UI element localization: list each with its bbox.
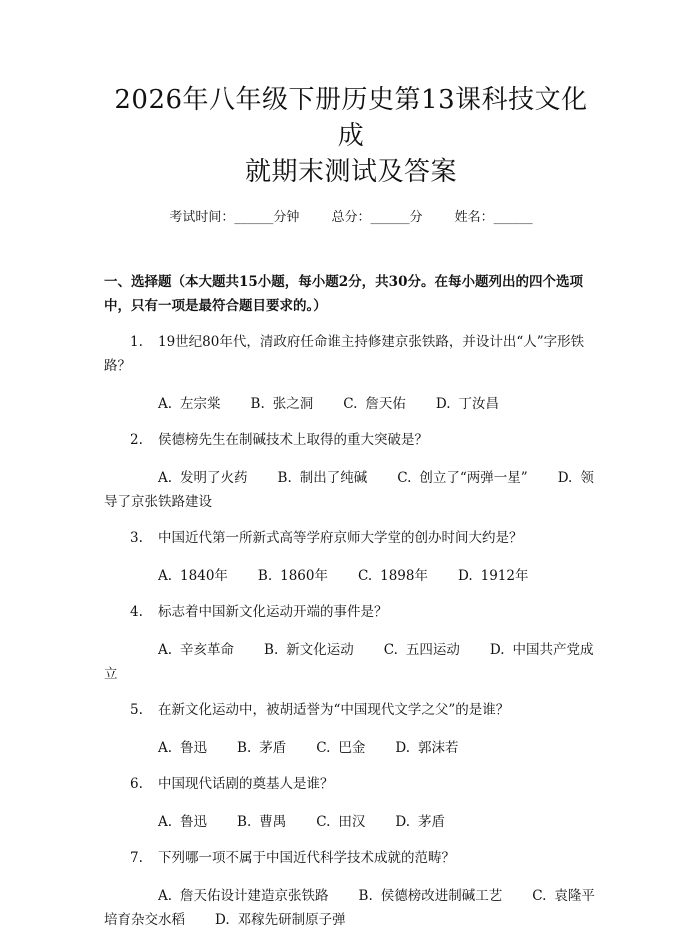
question-text: 侯德榜先生在制碱技术上取得的重大突破是？ bbox=[158, 432, 428, 448]
option-letter: A. bbox=[158, 568, 173, 584]
option-item bbox=[384, 642, 460, 658]
option-text: 詹天佑设计建造京张铁路 bbox=[180, 888, 329, 904]
option-letter: B. bbox=[277, 470, 292, 486]
option-item bbox=[158, 740, 207, 756]
question-number: 1. bbox=[130, 334, 143, 350]
question-item bbox=[104, 772, 598, 834]
option-list bbox=[104, 810, 598, 834]
option-item bbox=[237, 740, 286, 756]
option-item bbox=[158, 470, 248, 486]
exam-title bbox=[104, 0, 598, 190]
option-text: 詹天佑 bbox=[365, 396, 406, 412]
option-item bbox=[316, 814, 365, 830]
student-name: 姓名：______ bbox=[454, 210, 533, 225]
question-text: 中国近代第一所新式高等学府京师大学堂的创办时间大约是？ bbox=[158, 530, 523, 546]
question-text: 19世纪80年代，清政府任命谁主持修建京张铁路，并设计出“人”字形铁路？ bbox=[104, 334, 585, 374]
option-letter: A. bbox=[158, 642, 173, 658]
question-stem bbox=[104, 526, 598, 550]
option-text: 巴金 bbox=[338, 740, 366, 756]
title-line-2: 就期末测试及答案 bbox=[244, 157, 457, 187]
option-text: 鲁迅 bbox=[180, 740, 208, 756]
option-letter: B. bbox=[257, 568, 273, 584]
option-text: 丁汝昌 bbox=[458, 396, 500, 412]
option-letter: A. bbox=[158, 888, 173, 904]
option-item bbox=[158, 568, 228, 584]
option-letter: D. bbox=[215, 912, 230, 928]
option-item bbox=[264, 642, 354, 658]
option-text: 鲁迅 bbox=[180, 814, 208, 830]
option-letter: C. bbox=[383, 642, 398, 658]
exam-score: 总分：______分 bbox=[331, 210, 423, 225]
option-letter: A. bbox=[158, 470, 173, 486]
option-text: 领导了京张铁路建设 bbox=[104, 470, 594, 510]
question-number: 7. bbox=[130, 850, 143, 866]
option-letter: C. bbox=[357, 568, 373, 584]
option-text: 制出了纯碱 bbox=[299, 470, 368, 486]
option-text: 1860年 bbox=[280, 568, 328, 584]
question-number: 3. bbox=[130, 530, 143, 546]
option-item bbox=[158, 642, 234, 658]
question-number: 5. bbox=[130, 702, 143, 718]
option-item bbox=[359, 888, 503, 904]
option-item bbox=[158, 888, 329, 904]
option-item bbox=[436, 396, 499, 412]
option-text: 五四运动 bbox=[405, 642, 460, 658]
option-letter: B. bbox=[264, 642, 279, 658]
option-letter: B. bbox=[237, 814, 252, 830]
option-item bbox=[215, 912, 346, 928]
option-letter: C. bbox=[397, 470, 412, 486]
option-item bbox=[237, 814, 286, 830]
question-list bbox=[104, 330, 598, 932]
option-letter: D. bbox=[395, 740, 411, 756]
option-letter: B. bbox=[358, 888, 373, 904]
option-letter: D. bbox=[489, 642, 505, 658]
option-letter: C. bbox=[343, 396, 358, 412]
option-text: 邓稼先研制原子弹 bbox=[237, 912, 346, 928]
question-stem bbox=[104, 600, 598, 624]
question-stem bbox=[104, 846, 598, 870]
option-text: 新文化运动 bbox=[286, 642, 354, 658]
question-number: 4. bbox=[130, 604, 143, 620]
option-list bbox=[104, 466, 598, 514]
option-letter: D. bbox=[557, 470, 573, 486]
exam-time: 考试时间：______分钟 bbox=[169, 210, 300, 225]
option-letter: C. bbox=[316, 740, 331, 756]
question-item bbox=[104, 526, 598, 588]
option-letter: C. bbox=[532, 888, 547, 904]
option-text: 张之洞 bbox=[272, 396, 314, 412]
option-list bbox=[104, 638, 598, 686]
question-stem bbox=[104, 698, 598, 722]
question-text: 中国现代话剧的奠基人是谁？ bbox=[158, 776, 334, 792]
question-text: 下列哪一项不属于中国近代科学技术成就的范畴？ bbox=[158, 850, 455, 866]
option-list bbox=[104, 736, 598, 760]
option-text: 田汉 bbox=[338, 814, 366, 830]
option-item bbox=[278, 470, 368, 486]
option-text: 郭沫若 bbox=[418, 740, 459, 756]
section-heading: 一、选择题（本大题共15小题，每小题2分，共30分。在每小题列出的四个选项中，只有一项是最符合题目要求的。） bbox=[104, 274, 583, 314]
option-letter: A. bbox=[158, 814, 173, 830]
option-text: 发明了火药 bbox=[180, 470, 248, 486]
option-text: 辛亥革命 bbox=[180, 642, 235, 658]
option-item bbox=[251, 396, 314, 412]
option-item bbox=[343, 396, 406, 412]
option-item bbox=[397, 470, 527, 486]
option-text: 袁隆平培育杂交水稻 bbox=[104, 888, 595, 928]
option-text: 1898年 bbox=[380, 568, 428, 584]
question-item bbox=[104, 428, 598, 514]
option-text: 左宗棠 bbox=[180, 396, 221, 412]
option-item bbox=[316, 740, 365, 756]
option-text: 1912年 bbox=[480, 568, 529, 584]
option-list bbox=[104, 392, 598, 416]
question-item bbox=[104, 698, 598, 760]
option-list bbox=[104, 884, 598, 932]
question-number: 2. bbox=[130, 432, 143, 448]
exam-meta bbox=[104, 208, 598, 228]
option-item bbox=[395, 814, 445, 830]
question-item bbox=[104, 600, 598, 686]
question-stem bbox=[104, 330, 598, 378]
option-item bbox=[158, 814, 207, 830]
option-item bbox=[158, 396, 221, 412]
option-text: 创立了“两弹一星” bbox=[419, 470, 528, 486]
option-list bbox=[104, 564, 598, 588]
question-number: 6. bbox=[130, 776, 143, 792]
option-item bbox=[395, 740, 458, 756]
option-text: 茅盾 bbox=[259, 740, 287, 756]
question-stem bbox=[104, 772, 598, 796]
option-letter: A. bbox=[158, 396, 173, 412]
option-text: 茅盾 bbox=[418, 814, 446, 830]
title-line-1: 2026年八年级下册历史第13课科技文化成 bbox=[114, 85, 588, 151]
option-text: 曹禺 bbox=[259, 814, 287, 830]
option-letter: D. bbox=[435, 396, 451, 412]
option-letter: C. bbox=[316, 814, 331, 830]
option-text: 1840年 bbox=[180, 568, 228, 584]
option-text: 中国共产党成立 bbox=[104, 642, 594, 682]
option-letter: B. bbox=[237, 740, 252, 756]
question-item bbox=[104, 330, 598, 416]
option-letter: A. bbox=[158, 740, 173, 756]
question-text: 在新文化运动中，被胡适誉为“中国现代文学之父”的是谁？ bbox=[158, 702, 510, 718]
option-item bbox=[258, 568, 328, 584]
question-stem bbox=[104, 428, 598, 452]
option-item bbox=[358, 568, 428, 584]
option-letter: D. bbox=[395, 814, 411, 830]
question-text: 标志着中国新文化运动开端的事件是？ bbox=[158, 604, 388, 620]
question-item bbox=[104, 846, 598, 932]
option-letter: B. bbox=[250, 396, 265, 412]
option-item bbox=[458, 568, 529, 584]
option-text: 侯德榜改进制碱工艺 bbox=[380, 888, 503, 904]
option-letter: D. bbox=[457, 568, 473, 584]
